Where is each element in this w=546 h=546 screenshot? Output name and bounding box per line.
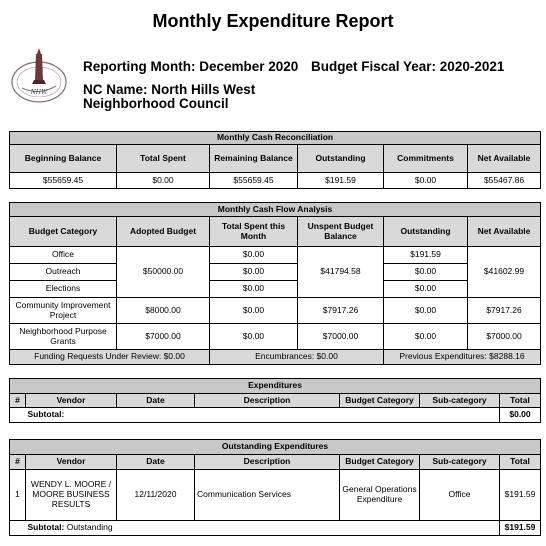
vendor: WENDY L. MOORE / MOORE BUSINESS RESULTS [26,470,117,521]
nc-name-line1: NC Name: North Hills West [83,82,256,97]
net-available: $7000.00 [468,324,541,350]
adopted-budget: $7000.00 [117,324,210,350]
column-header: Budget Category [340,455,420,470]
budget-category: General Operations Expenditure [340,470,420,521]
spent-this-month: $0.00 [210,281,298,298]
budget-category: Elections [10,281,117,298]
column-header: Budget Category [10,217,117,247]
council-seal-logo [8,44,70,110]
row-number: 1 [10,470,26,521]
table-row [10,173,541,189]
encumbrances: Encumbrances: $0.00 [210,350,384,365]
budget-category: Outreach [10,264,117,281]
column-header: Total [500,394,541,408]
adopted-budget: $50000.00 [117,247,210,298]
budget-category: Office [10,247,117,264]
column-header: Budget Category [340,394,420,408]
column-header: # [10,394,26,408]
adopted-budget: $8000.00 [117,298,210,324]
spent-this-month: $0.00 [210,247,298,264]
funding-requests-under-review: Funding Requests Under Review: $0.00 [10,350,210,365]
subtotal-text: Outstanding [66,522,113,533]
column-header: Sub-category [420,394,500,408]
column-header: Remaining Balance [210,145,298,173]
subtotal-label: Subtotal: [27,522,65,533]
column-header: Total Spent this Month [210,217,298,247]
spent-this-month: $0.00 [210,324,298,350]
subtotal-row [10,408,541,423]
net-available: $7917.26 [468,298,541,324]
outstanding: $0.00 [384,324,468,350]
column-header: Unspent Budget Balance [298,217,384,247]
date: 12/11/2020 [117,470,195,521]
column-header: Beginning Balance [10,145,117,173]
reporting-month: Reporting Month: December 2020 [83,59,299,74]
sub-category: Office [420,470,500,521]
column-header: Outstanding [384,217,468,247]
svg-text:NHW: NHW [30,89,48,96]
total: $191.59 [500,470,541,521]
column-header: Adopted Budget [117,217,210,247]
remaining-balance: $55659.45 [210,173,298,189]
net-available: $41602.99 [468,247,541,298]
unspent-balance: $41794.58 [298,247,384,298]
subtotal-value: $191.59 [500,521,541,536]
outstanding: $191.59 [298,173,384,189]
net-available: $55467.86 [468,173,541,189]
table-row [10,298,541,324]
table-row [10,247,541,264]
cash-flow-table [9,202,541,365]
expenditures-table [9,378,541,423]
column-header: Vendor [26,455,117,470]
unspent-balance: $7000.00 [298,324,384,350]
table-row [10,281,541,298]
spent-this-month: $0.00 [210,264,298,281]
summary-row [10,350,541,365]
column-header: Net Available [468,217,541,247]
commitments: $0.00 [384,173,468,189]
column-header: Description [195,455,340,470]
budget-category: Neighborhood Purpose Grants [10,324,117,350]
subtotal-value: $0.00 [500,408,541,423]
column-header: Vendor [26,394,117,408]
section-title: Outstanding Expenditures [10,440,541,455]
description: Communication Services [195,470,340,521]
outstanding-expenditures-table [9,439,541,536]
table-row [10,470,541,521]
previous-expenditures: Previous Expenditures: $8288.16 [384,350,541,365]
report-title: Monthly Expenditure Report [152,11,394,31]
outstanding: $0.00 [384,281,468,298]
column-header: Date [117,394,195,408]
column-header: Sub-category [420,455,500,470]
table-row [10,264,541,281]
subtotal-label-group [26,521,500,536]
table-row [10,324,541,350]
unspent-balance: $7917.26 [298,298,384,324]
section-title: Expenditures [10,379,541,394]
column-header: Description [195,394,340,408]
cash-reconciliation-table [9,131,541,189]
nc-name-line2: Neighborhood Council [83,96,229,111]
section-title: Monthly Cash Flow Analysis [10,203,541,217]
section-title: Monthly Cash Reconciliation [10,132,541,145]
spent-this-month: $0.00 [210,298,298,324]
subtotal-row [10,521,541,536]
column-header: Commitments [384,145,468,173]
budget-fiscal-year: Budget Fiscal Year: 2020-2021 [311,59,505,74]
outstanding: $0.00 [384,298,468,324]
outstanding: $191.59 [384,247,468,264]
column-header: Total [500,455,541,470]
column-header: # [10,455,26,470]
outstanding: $0.00 [384,264,468,281]
subtotal-label: Subtotal: [26,408,500,423]
budget-category: Community Improvement Project [10,298,117,324]
beginning-balance: $55659.45 [10,173,117,189]
column-header: Outstanding [298,145,384,173]
column-header: Date [117,455,195,470]
column-header: Net Available [468,145,541,173]
column-header: Total Spent [117,145,210,173]
total-spent: $0.00 [117,173,210,189]
